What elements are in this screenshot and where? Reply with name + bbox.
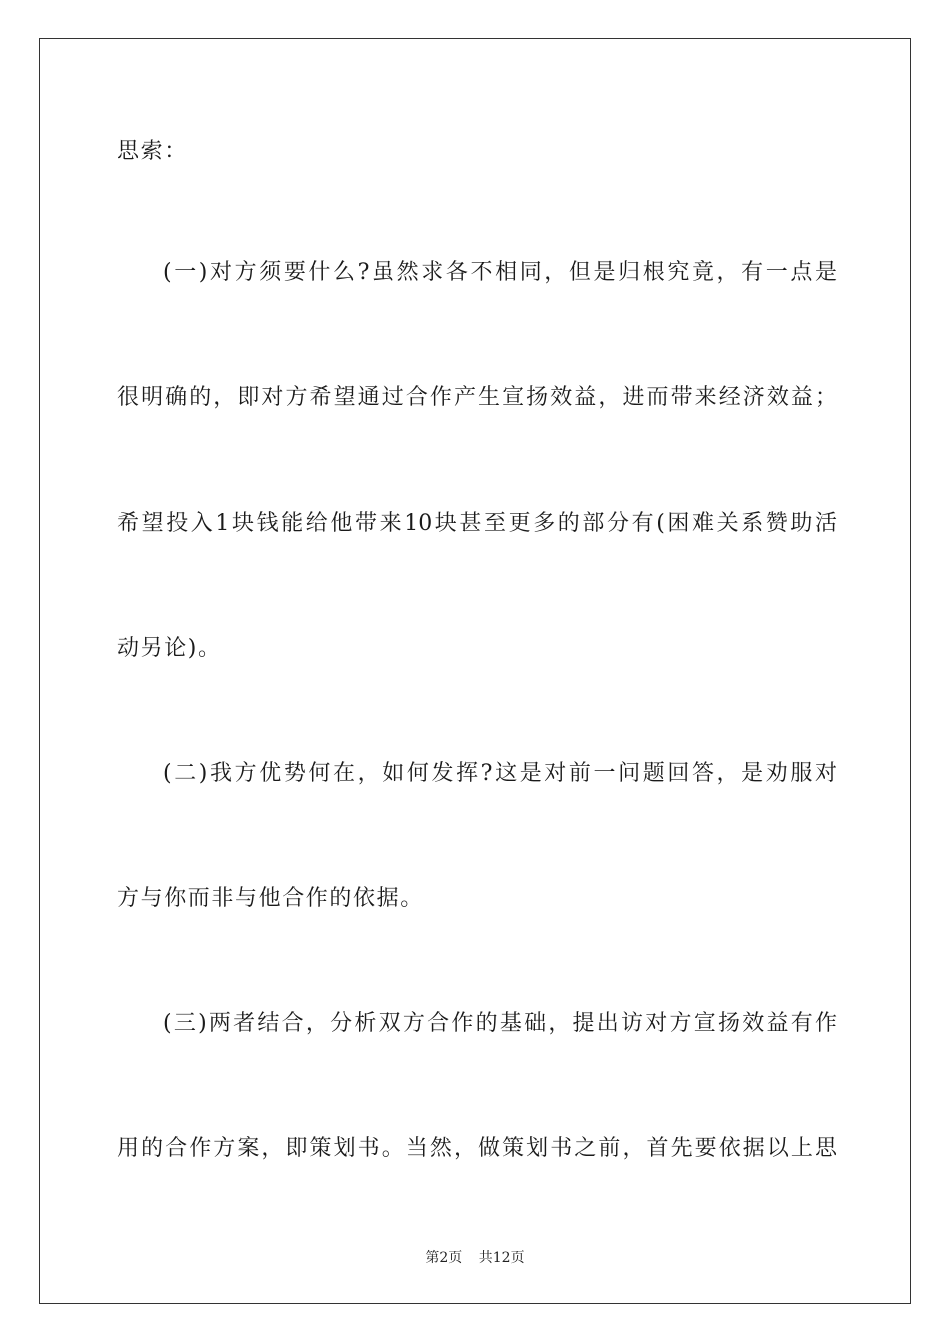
page-number: 第2页 xyxy=(425,1250,463,1266)
text-line-6: (二)我方优势何在，如何发挥?这是对前一问题回答，是劝服对 xyxy=(163,761,837,786)
text-line-3: 很明确的，即对方希望通过合作产生宣扬效益，进而带来经济效益； xyxy=(117,385,837,410)
text-line-7: 方与你而非与他合作的依据。 xyxy=(117,886,424,911)
text-line-8: (三)两者结合，分析双方合作的基础，提出访对方宣扬效益有作 xyxy=(163,1011,837,1036)
text-line-4: 希望投入1块钱能给他带来10块甚至更多的部分有(困难关系赞助活 xyxy=(117,511,837,536)
text-line-9: 用的合作方案，即策划书。当然，做策划书之前，首先要依据以上思 xyxy=(117,1136,837,1161)
text-line-1: 思索： xyxy=(117,139,188,164)
page-footer xyxy=(0,1248,950,1268)
text-line-2: (一)对方须要什么?虽然求各不相同，但是归根究竟，有一点是 xyxy=(163,260,837,285)
page-total: 共12页 xyxy=(478,1250,525,1266)
page-border xyxy=(39,38,911,1304)
text-line-5: 动另论)。 xyxy=(117,636,222,661)
